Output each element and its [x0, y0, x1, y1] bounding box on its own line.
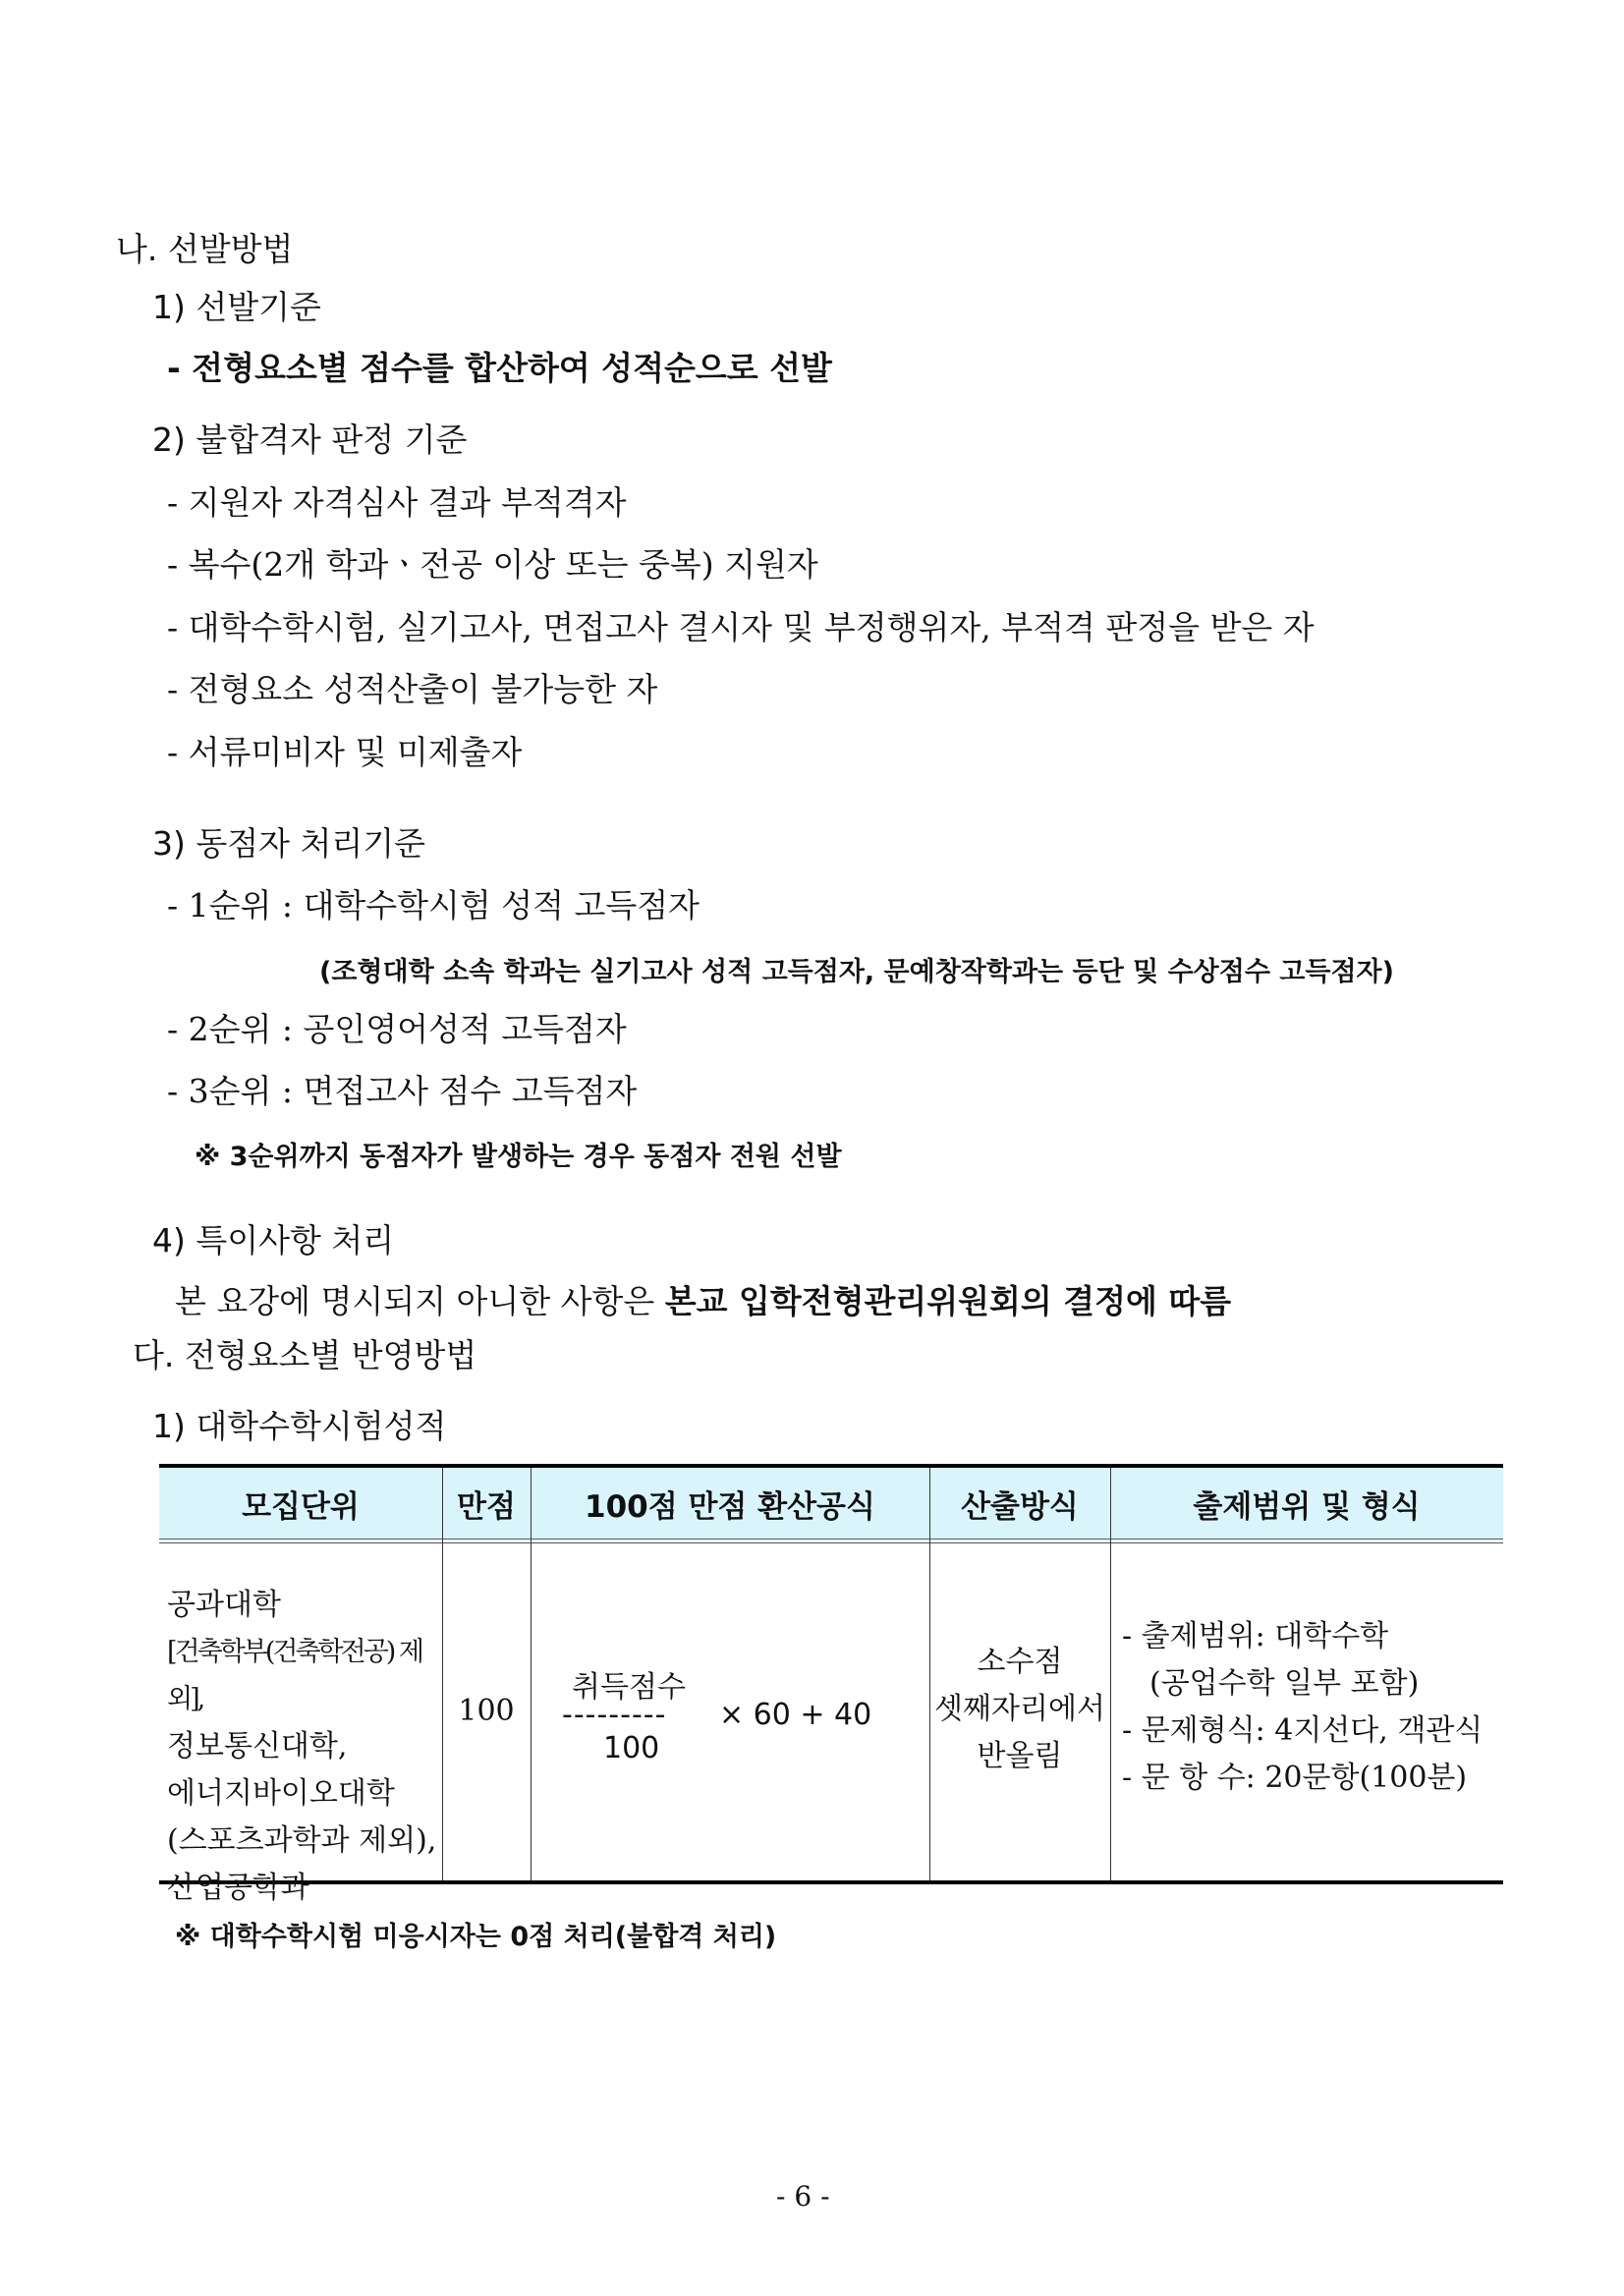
- header-scope: 출제범위 및 형식: [1193, 1488, 1421, 1525]
- max-score-value: 100: [458, 1694, 515, 1728]
- special-cases-text: [175, 1282, 1231, 1321]
- formula-denominator: 100: [603, 1731, 660, 1765]
- tie-note: ※ 3순위까지 동점자가 발생하는 경우 동점자 전원 선발: [195, 1142, 842, 1172]
- unit-cell: [167, 1582, 438, 1912]
- unit-line: 산업공학과: [167, 1871, 309, 1905]
- scope-line: - 출제범위: 대학수학: [1122, 1619, 1389, 1653]
- formula-dashes: ---------: [562, 1698, 667, 1732]
- unit-line: 정보통신대학,: [167, 1729, 348, 1764]
- tie-rank-1-note: (조형대학 소속 학과는 실기고사 성적 고득점자, 문예창작학과는 등단 및 수상점수 고득점자): [319, 957, 1394, 987]
- unit-line: [건축학부(건축학전공) 제외],: [167, 1637, 422, 1714]
- special-cases-bold: 본교 입학전형관리위원회의 결정에 따름: [664, 1282, 1232, 1320]
- method-line: 셋째자리에서: [934, 1692, 1105, 1726]
- unit-line: 에너지바이오대학: [167, 1776, 395, 1811]
- unit-line: (스포츠과학과 제외),: [167, 1823, 437, 1858]
- fail-criteria-item: - 전형요소 성적산출이 불가능한 자: [167, 670, 658, 708]
- table-header-rule: [159, 1539, 1503, 1543]
- header-unit: 모집단위: [242, 1488, 360, 1525]
- math-exam-table: [159, 1464, 1503, 1905]
- tie-rank-2: - 2순위 : 공인영어성적 고득점자: [167, 1010, 627, 1048]
- subsection-title-selection-criteria: 1) 선발기준: [152, 288, 321, 326]
- formula-numerator: 취득점수: [572, 1670, 686, 1705]
- section-title-selection-method: 나. 선발방법: [116, 230, 294, 268]
- special-cases-normal: 본 요강에 명시되지 아니한 사항은: [175, 1282, 665, 1320]
- fail-criteria-item: - 복수(2개 학과ㆍ전공 이상 또는 중복) 지원자: [167, 545, 818, 584]
- fail-criteria-item: - 지원자 자격심사 결과 부적격자: [167, 483, 627, 522]
- tie-rank-1: - 1순위 : 대학수학시험 성적 고득점자: [167, 886, 700, 924]
- scope-line: (공업수학 일부 포함): [1149, 1666, 1420, 1701]
- fail-criteria-item: - 서류미비자 및 미제출자: [167, 733, 523, 771]
- fail-criteria-item: - 대학수학시험, 실기고사, 면접고사 결시자 및 부정행위자, 부적격 판정을 받은 자: [167, 608, 1315, 646]
- header-formula: 100점 만점 환산공식: [585, 1488, 875, 1525]
- scope-line: - 문제형식: 4지선다, 객관식: [1122, 1713, 1484, 1748]
- subsection-title-tie-criteria: 3) 동점자 처리기준: [152, 824, 425, 863]
- header-method: 산출방식: [961, 1488, 1079, 1525]
- subsection-title-special-cases: 4) 특이사항 처리: [152, 1221, 395, 1260]
- method-cell: [929, 1639, 1110, 1780]
- page-number: - 6 -: [776, 2180, 830, 2212]
- method-line: 소수점: [977, 1645, 1063, 1679]
- section-title-element-method: 다. 전형요소별 반영방법: [133, 1336, 477, 1374]
- scope-cell: [1122, 1613, 1499, 1802]
- selection-criteria-text: - 전형요소별 점수를 합산하여 성적순으로 선발: [167, 349, 832, 387]
- header-max-score: 만점: [457, 1488, 516, 1525]
- scope-line: - 문 항 수: 20문항(100분): [1122, 1761, 1468, 1795]
- tie-rank-3: - 3순위 : 면접고사 점수 고득점자: [167, 1072, 638, 1110]
- subsection-title-math-exam: 1) 대학수학시험성적: [152, 1407, 447, 1445]
- method-line: 반올림: [977, 1739, 1063, 1773]
- formula-multiplier: × 60 + 40: [719, 1698, 872, 1732]
- subsection-title-fail-criteria: 2) 불합격자 판정 기준: [152, 420, 468, 459]
- unit-line: 공과대학: [167, 1588, 281, 1622]
- math-exam-footnote: ※ 대학수학시험 미응시자는 0점 처리(불합격 처리): [175, 1922, 777, 1952]
